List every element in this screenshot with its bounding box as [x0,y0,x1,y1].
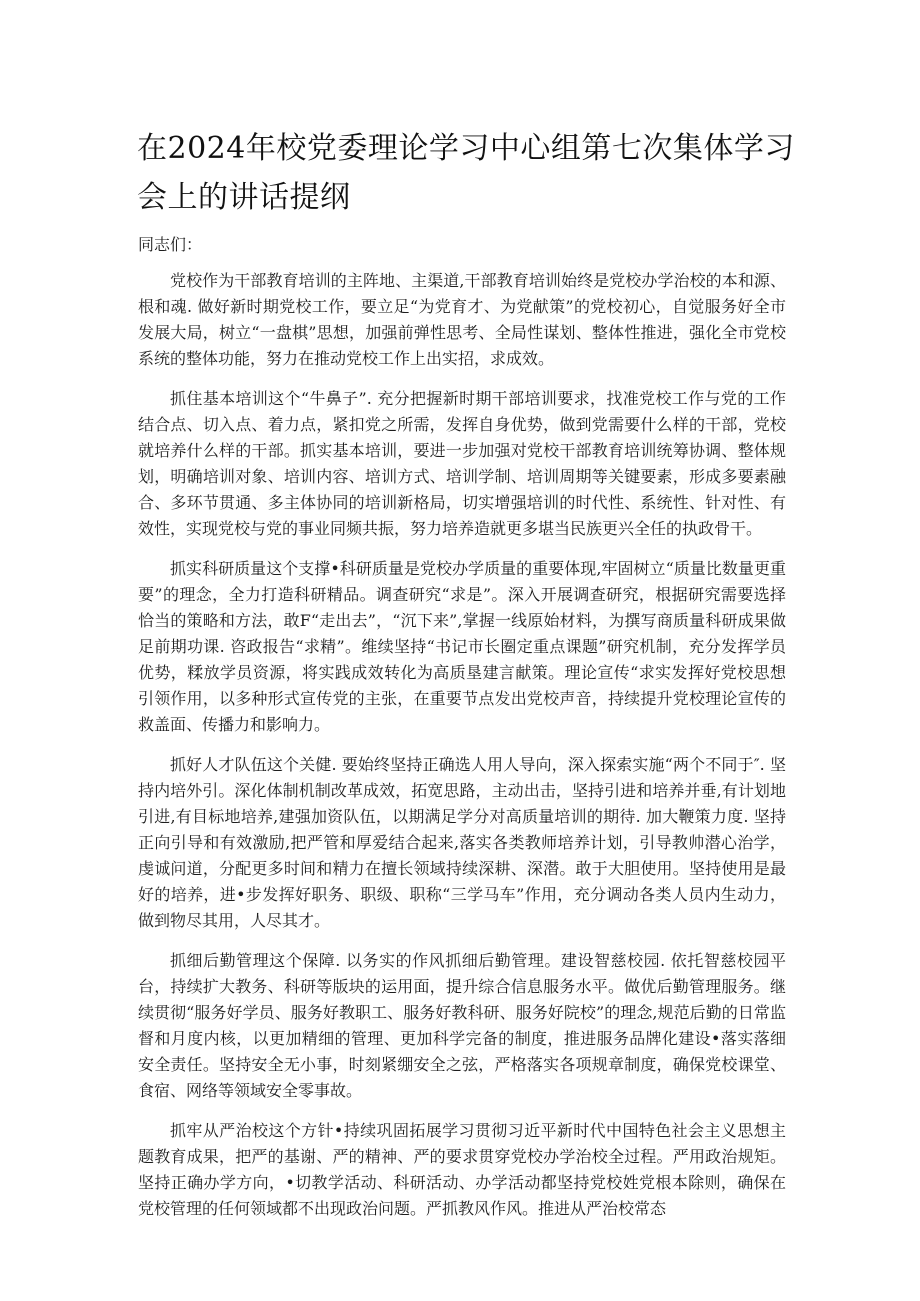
paragraph-strict-governance: 抓牢从严治校这个方针•持续巩固拓展学习贯彻习近平新时代中国特色社会主义思想主题教育成果，把严的基谢、严的精神、严的要求贯穿党校办学治校全过程。严用政治规矩。坚持正确办学方向，•切教学活动、科研活动、办学活动都坚持党校姓党根本除则，确保在党校管理的任何领域都不出现政治问题。严抓教风作风。推进从严治校常态 [138,1121,786,1218]
paragraph-talent-team: 抓好人才队伍这个关健. 要始终坚持正确选人用人导向，深入探索实施“两个不同于″. 坚持内培外引。深化体制机制改革成效，拓宽思路，主动出击，坚持引进和培养并垂,有计划地引进,有目标地培养,建强加资队伍，以期满足学分对高质量培训的期待. 加大鞭策力度. 坚持正向引导和有效激励,把严管和厚爱结合起来,落实各类教师培养计划，引导教帅潜心治学，虔诚问道，分配更多时间和精力在擅长领域持续深耕、深潜。敢于大胆使用。坚持使用是最好的培养，进•步发挥好职务、职级、职称“三学马车”作用，充分调动各类人员内生动力，做到物尽其用，人尽其才。 [138,755,786,930]
document-title: 在2024年校党委理论学习中心组第七次集体学习会上的讲话提纲 [137,131,795,215]
paragraph-basic-training: 抓住基本培训这个“牛鼻子”. 充分把握新时期干部培训要求，找准党校工作与党的工作结合点、切入点、着力点，紧扣党之所需，发挥自身优势，做到党需要什么样的干部，党校就培养什么样的干部。抓实基本培训，要进一步加强对党校干部教育培训统筹协调、整体规划，明确培训对象、培训内容、培训方式、培训学制、培训周期等关键要素，形成多要素融合、多环节贯通、多主体协同的培训新格局，切实增强培训的时代性、系统性、针对性、有效性，实现党校与党的事业同频共振，努力培养造就更多堪当民族更兴全任的执政骨干。 [138,389,786,538]
paragraph-logistics: 抓细后勤管理这个保障. 以务实的作风抓细后勤管理。建设智慈校园. 依托智慈校园平台，持续扩大教务、科研等版块的运用面，提升综合信息服务水平。做优后勤管理服务。继续贯彻“服务好学员、服务好教职工、服务好教科研、服务好院校”的理念,规范后勤的日常监督和月度内核，以更加精细的管理、更加科学完备的制度，推进服务品牌化建设•落实落细安全责任。坚持安全无小事，时刻紧绷安全之弦，严格落实各项规章制度，确保党校课堂、食宿、网络等领域安全零事故。 [138,951,786,1100]
paragraph-research-quality: 抓实科研质量这个支撑•科研质量是党校办学质量的重要体现,牢固树立“质量比数量更重要”的理念，全力打造科研精品。调查研究“求是”。深入开展调查研究，根据研究需要选择恰当的策略和方法，敢F“走出去”，“沉下来”,掌握一线原始材料，为撰写商质量科研成果做足前期功课. 咨政报告“求精”。维续坚持“书记市长圈定重点课题”研究机制，充分发挥学员优势，糅放学员资源，将实践成效转化为高质垦建言献策。理论宣传“求实发挥好党校思想引领作用，以多种形式宣传党的主张，在重要节点发出党校声音，持续提升党校理论宣传的救盖面、传播力和影响力。 [138,559,786,734]
salutation: 同志们： [138,235,203,254]
document-body [138,232,786,1236]
paragraph-intro: 党校作为干部教育培训的主阵地、主渠道,干部教育培训始终是党校办学治校的本和源、根和魂. 做好新时期党校工作，要立足“为党育才、为党献策”的党校初心，自觉服务好全市发展大局，树立“一盘棋”思想，加强前弹性思考、全局性谋划、整体性推进，强化全市党校系统的整体功能，努力在推动党校工作上出实招，求成效。 [138,271,786,368]
